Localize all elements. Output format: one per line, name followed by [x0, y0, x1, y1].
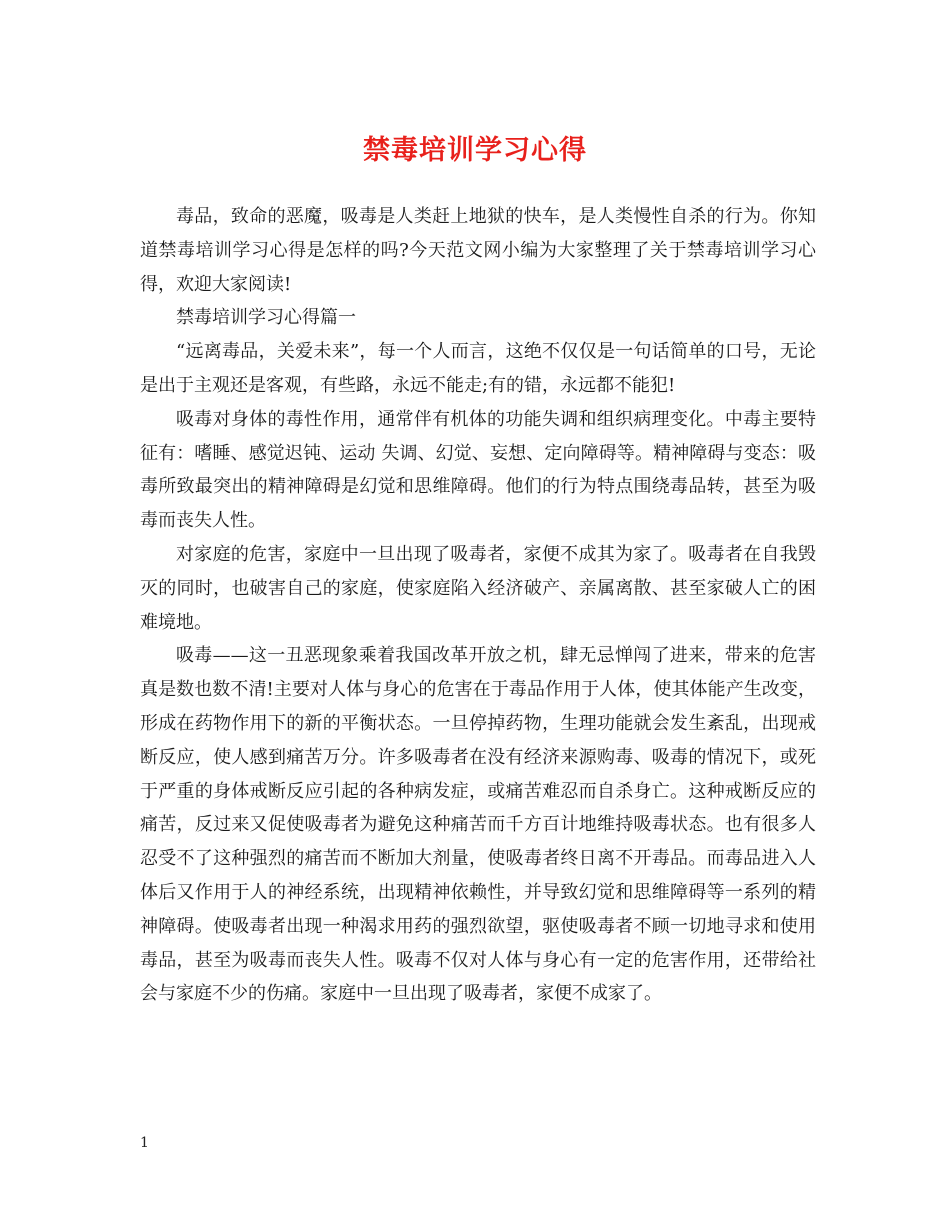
body-paragraph: 吸毒对身体的毒性作用，通常伴有机体的功能失调和组织病理变化。中毒主要特征有：嗜睡、感觉迟钝、运动 失调、幻觉、妄想、定向障碍等。精神障碍与变态：吸毒所致最突出的精神障碍是幻觉和思维障碍。他们的行为特点围绕毒品转，甚至为吸毒而丧失人性。	[140, 408, 816, 532]
body-paragraph: 吸毒——这一丑恶现象乘着我国改革开放之机，肆无忌惮闯了进来，带来的危害真是数也数不清!主要对人体与身心的危害在于毒品作用于人体，使其体能产生改变，形成在药物作用下的新的平衡状态。一旦停掉药物，生理功能就会发生紊乱，出现戒断反应，使人感到痛苦万分。许多吸毒者在没有经济来源购毒、吸毒的情况下，或死于严重的身体戒断反应引起的各种病发症，或痛苦难忍而自杀身亡。这种戒断反应的痛苦，反过来又促使吸毒者为避免这种痛苦而千方百计地维持吸毒状态。也有很多人忍受不了这种强烈的痛苦而不断加大剂量，使吸毒者终日离不开毒品。而毒品进入人体后又作用于人的神经系统，出现精神依赖性，并导致幻觉和思维障碍等一系列的精神障碍。使吸毒者出现一种渴求用药的强烈欲望，驱使吸毒者不顾一切地寻求和使用毒品，甚至为吸毒而丧失人性。吸毒不仅对人体与身心有一定的危害作用，还带给社会与家庭不少的伤痛。家庭中一旦出现了吸毒者，家便不成家了。	[140, 645, 816, 1005]
quote-paragraph: “远离毒品，关爱未来”，每一个人而言，这绝不仅仅是一句话简单的口号，无论是出于主观还是客观，有些路，永远不能走;有的错，永远都不能犯!	[140, 341, 816, 396]
document-body	[140, 200, 816, 1011]
document-title: 禁毒培训学习心得	[363, 135, 587, 166]
intro-paragraph: 毒品，致命的恶魔，吸毒是人类赶上地狱的快车，是人类慢性自杀的行为。你知道禁毒培训学习心得是怎样的吗?今天范文网小编为大家整理了关于禁毒培训学习心得，欢迎大家阅读!	[140, 206, 816, 295]
body-paragraph: 对家庭的危害，家庭中一旦出现了吸毒者，家便不成其为家了。吸毒者在自我毁灭的同时，也破害自己的家庭，使家庭陷入经济破产、亲属离散、甚至家破人亡的困难境地。	[140, 543, 816, 633]
section-heading: 禁毒培训学习心得篇一	[176, 307, 356, 329]
page-number: 1	[140, 1135, 149, 1151]
